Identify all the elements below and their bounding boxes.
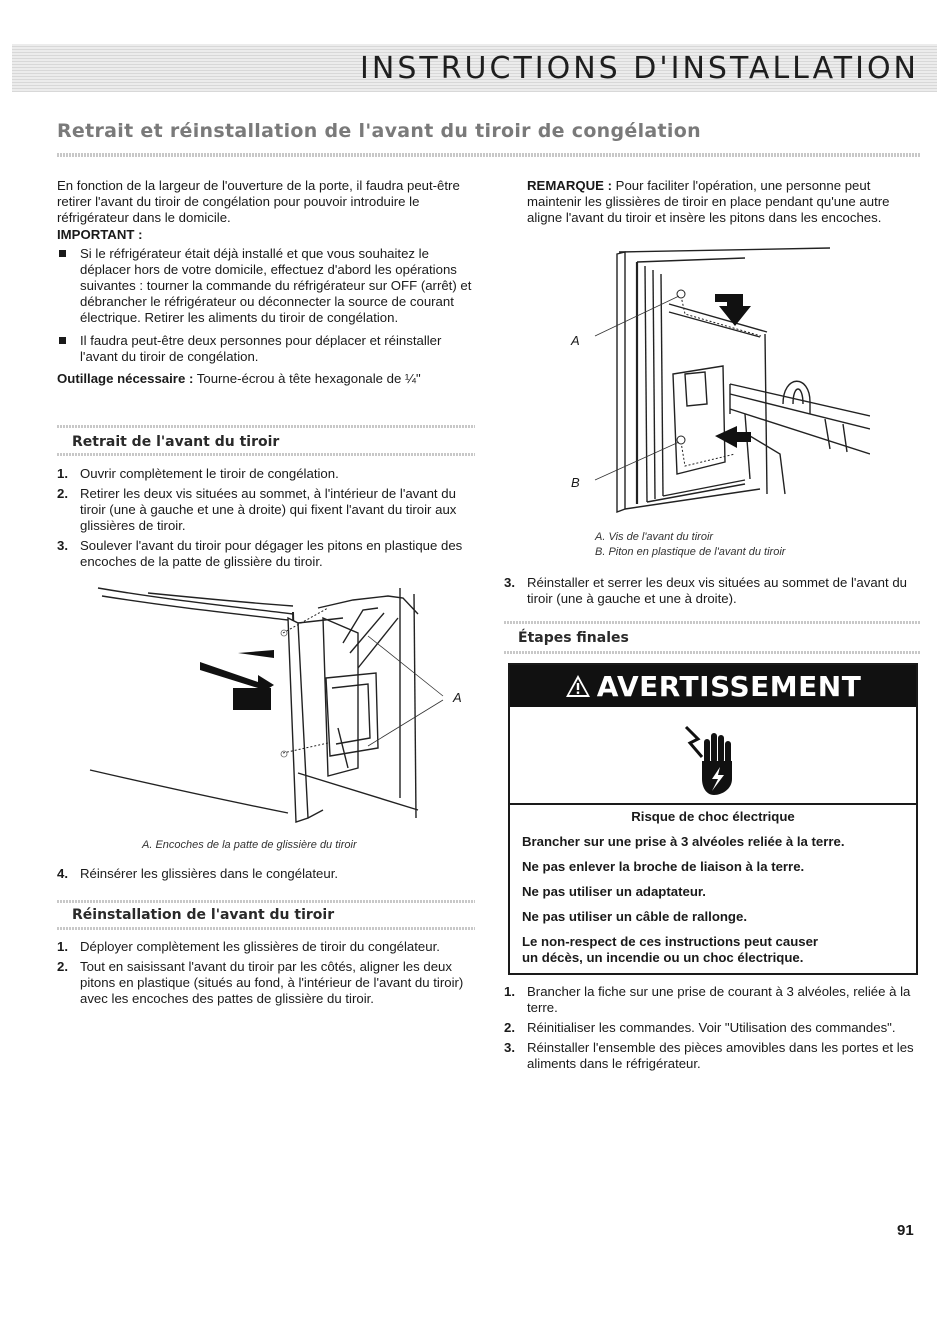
step-item — [57, 466, 475, 482]
figure2-caption-a: A. Vis de l'avant du tiroir — [595, 531, 714, 543]
warning-line: Ne pas utiliser un câble de rallonge. — [522, 909, 747, 924]
step-number: 1. — [57, 466, 68, 481]
important-label: IMPORTANT : — [57, 227, 143, 242]
subsection-rule — [504, 651, 920, 654]
bullet-text: Il faudra peut-être deux personnes pour déplacer et réinstaller l'avant du tiroir de congélation. — [80, 333, 442, 364]
step-text: Réinstaller l'ensemble des pièces amovibles dans les portes et les aliments dans le réfrigérateur. — [527, 1040, 914, 1071]
left-intro-block — [57, 178, 475, 387]
step4-block — [57, 866, 475, 882]
section-title: Retrait et réinstallation de l'avant du tiroir de congélation — [57, 120, 701, 142]
section-rule — [57, 153, 920, 157]
reinstall-steps — [57, 939, 475, 1007]
step-text: Ouvrir complètement le tiroir de congélation. — [80, 466, 339, 481]
drawer-screws-illustration — [585, 244, 870, 522]
tools-label: Outillage nécessaire : — [57, 371, 194, 386]
remarque-label: REMARQUE : — [527, 178, 612, 193]
figure1-caption: A. Encoches de la patte de glissière du tiroir — [142, 839, 357, 851]
tools-line — [57, 371, 475, 387]
step-number: 2. — [57, 959, 68, 974]
step-number: 2. — [504, 1020, 515, 1035]
header-banner — [12, 44, 937, 92]
step-item — [57, 538, 475, 570]
warning-line: Brancher sur une prise à 3 alvéoles reliée à la terre. — [522, 834, 845, 849]
warning-header — [510, 665, 916, 707]
bullet-square-icon — [59, 250, 66, 257]
bullet-item — [57, 246, 475, 326]
final-steps — [504, 984, 920, 1072]
step-item — [504, 1020, 920, 1036]
intro-paragraph: En fonction de la largeur de l'ouverture de la porte, il faudra peut-être retirer l'avant du tiroir de congélation pour pouvoir introduire le réfrigérateur dans le domicile. — [57, 178, 460, 225]
step-text: Tout en saisissant l'avant du tiroir par les côtés, aligner les deux pitons en plastique (situés au fond, à l'intérieur de l'avant du tiroir) avec les encoches des pattes de glissière du tiroir. — [80, 959, 464, 1006]
step-text: Réinitialiser les commandes. Voir "Utilisation des commandes". — [527, 1020, 896, 1035]
warning-divider — [510, 803, 916, 805]
figure2-callout-b: B — [571, 475, 580, 490]
figure2-caption-b: B. Piton en plastique de l'avant du tiroir — [595, 546, 786, 558]
subsection-rule — [57, 453, 475, 456]
step-item — [57, 486, 475, 534]
step-text: Brancher la fiche sur une prise de courant à 3 alvéoles, reliée à la terre. — [527, 984, 911, 1015]
step-number: 3. — [57, 538, 68, 553]
step-number: 4. — [57, 866, 68, 881]
final-heading: Étapes finales — [518, 630, 629, 646]
banner-title: INSTRUCTIONS D'INSTALLATION — [360, 50, 919, 86]
removal-steps — [57, 466, 475, 570]
step-text: Réinsérer les glissières dans le congélateur. — [80, 866, 339, 881]
bullet-square-icon — [59, 337, 66, 344]
step-text: Déployer complètement les glissières de tiroir du congélateur. — [80, 939, 440, 954]
bullet-text: Si le réfrigérateur était déjà installé et que vous souhaitez le déplacer hors de votre domicile, effectuez d'abord les opérations suivantes : tourner la commande du réfrigérateur sur OFF (arrêt) et débrancher le réfrigérateur ou déconnecter la source de courant électrique. Retirer les aliments du tiroir de congélation. — [80, 246, 472, 325]
step-item — [57, 866, 475, 882]
step-text: Réinstaller et serrer les deux vis situées au sommet de l'avant du tiroir (une à gauche et une à droite). — [527, 575, 908, 606]
bullet-item — [57, 333, 475, 365]
step-text: Retirer les deux vis situées au sommet, à l'intérieur de l'avant du tiroir (une à gauche et une à droite) qui fixent l'avant du tiroir aux glissières de tiroir. — [80, 486, 457, 533]
warning-consequence: Le non-respect de ces instructions peut causer — [522, 934, 819, 949]
tools-value: Tourne-écrou à tête hexagonale de ¼" — [196, 371, 421, 386]
warning-triangle-icon — [565, 674, 591, 698]
warning-line: Ne pas utiliser un adaptateur. — [522, 884, 706, 899]
step-item — [57, 959, 475, 1007]
warning-consequence: un décès, un incendie ou un choc électrique. — [522, 950, 804, 965]
electric-shock-hand-icon — [682, 717, 742, 797]
step-number: 1. — [504, 984, 515, 999]
subsection-rule — [57, 425, 475, 428]
warning-risk: Risque de choc électrique — [631, 809, 795, 824]
figure2-callout-a: A — [571, 333, 580, 348]
step-number: 1. — [57, 939, 68, 954]
warning-title: AVERTISSEMENT — [596, 669, 862, 703]
step-number: 2. — [57, 486, 68, 501]
step-text: Soulever l'avant du tiroir pour dégager les pitons en plastique des encoches de la patte de glissière du tiroir. — [80, 538, 463, 569]
step-item — [504, 575, 920, 607]
drawer-removal-illustration — [88, 578, 468, 828]
reinstall-step3-block — [504, 575, 920, 607]
remarque-block — [527, 178, 920, 226]
step-number: 3. — [504, 1040, 515, 1055]
page-number: 91 — [897, 1222, 914, 1239]
removal-heading: Retrait de l'avant du tiroir — [72, 434, 280, 450]
step-item — [504, 984, 920, 1016]
warning-box — [508, 663, 918, 975]
reinstall-heading: Réinstallation de l'avant du tiroir — [72, 907, 335, 923]
step-number: 3. — [504, 575, 515, 590]
figure1-callout-a: A — [453, 690, 462, 705]
step-item — [57, 939, 475, 955]
subsection-rule — [57, 900, 475, 903]
remarque-text: Pour faciliter l'opération, une personne peut maintenir les glissières de tiroir en place pendant qu'une autre aligne l'avant du tiroir et insère les pitons dans les encoches. — [527, 178, 890, 225]
warning-line: Ne pas enlever la broche de liaison à la terre. — [522, 859, 805, 874]
subsection-rule — [57, 927, 475, 930]
step-item — [504, 1040, 920, 1072]
remarque-paragraph — [527, 178, 920, 226]
subsection-rule — [504, 621, 920, 624]
